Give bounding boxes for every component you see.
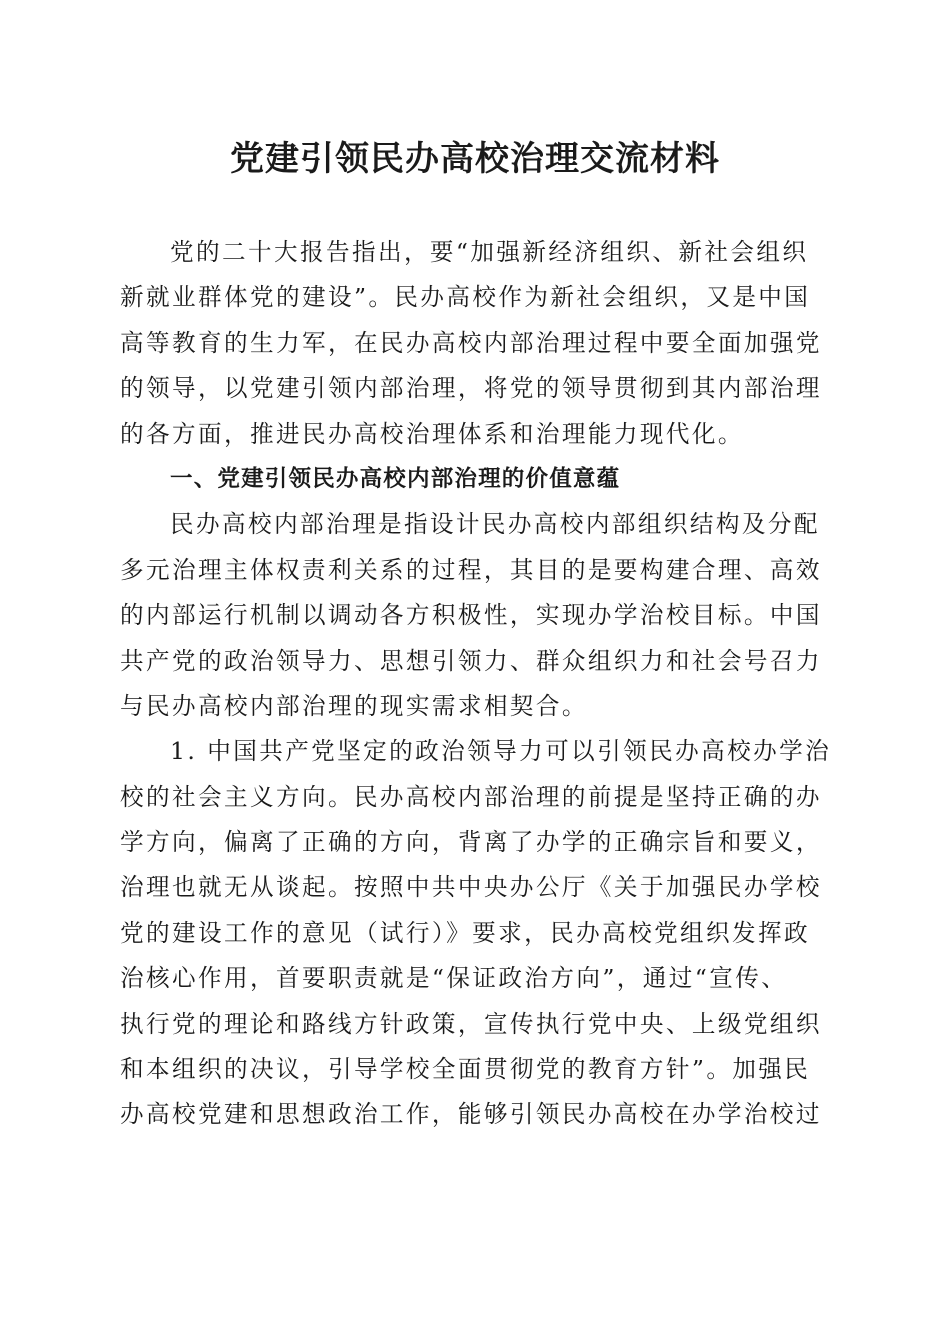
body-text-line: 的各方面，推进民办高校治理体系和治理能力现代化。	[120, 419, 744, 448]
body-text-line: 与民办高校内部治理的现实需求相契合。	[120, 691, 588, 720]
body-text-line: 治核心作用，首要职责就是“保证政治方向”，通过“宣传、	[120, 964, 788, 993]
body-text-line: 执行党的理论和路线方针政策，宣传执行党中央、上级党组织	[120, 1009, 822, 1038]
body-text-line: 的内部运行机制以调动各方积极性，实现办学治校目标。中国	[120, 601, 822, 630]
body-text-line: 党的建设工作的意见（试行）》要求，民办高校党组织发挥政	[120, 918, 811, 947]
body-text-line: 办高校党建和思想政治工作，能够引领民办高校在办学治校过	[120, 1100, 822, 1129]
body-text-line: 民办高校内部治理是指设计民办高校内部组织结构及分配	[170, 510, 820, 539]
document-title: 党建引领民办高校治理交流材料	[230, 139, 720, 179]
body-text-line: 多元治理主体权责利关系的过程，其目的是要构建合理、高效	[120, 555, 822, 584]
body-text-line: 和本组织的决议，引导学校全面贯彻党的教育方针”。加强民	[120, 1055, 811, 1084]
body-text-line: 党的二十大报告指出，要“加强新经济组织、新社会组织	[170, 238, 809, 266]
body-text-line: 1. 中国共产党坚定的政治领导力可以引领民办高校办学治	[170, 737, 832, 766]
document-body	[120, 230, 832, 1138]
body-text-line: 共产党的政治领导力、思想引领力、群众组织力和社会号召力	[120, 646, 822, 675]
body-text-line: 的领导，以党建引领内部治理，将党的领导贯彻到其内部治理	[120, 374, 822, 403]
body-text-line: 治理也就无从谈起。按照中共中央办公厅《关于加强民办学校	[120, 873, 822, 902]
body-text-line: 学方向，偏离了正确的方向，背离了办学的正确宗旨和要义，	[120, 828, 822, 857]
body-text-line: 校的社会主义方向。民办高校内部治理的前提是坚持正确的办	[120, 782, 822, 811]
body-text-line: 新就业群体党的建设”。民办高校作为新社会组织，又是中国	[120, 283, 811, 312]
section-heading: 一、党建引领民办高校内部治理的价值意蕴	[170, 465, 621, 492]
body-text-line: 高等教育的生力军，在民办高校内部治理过程中要全面加强党	[120, 328, 822, 357]
